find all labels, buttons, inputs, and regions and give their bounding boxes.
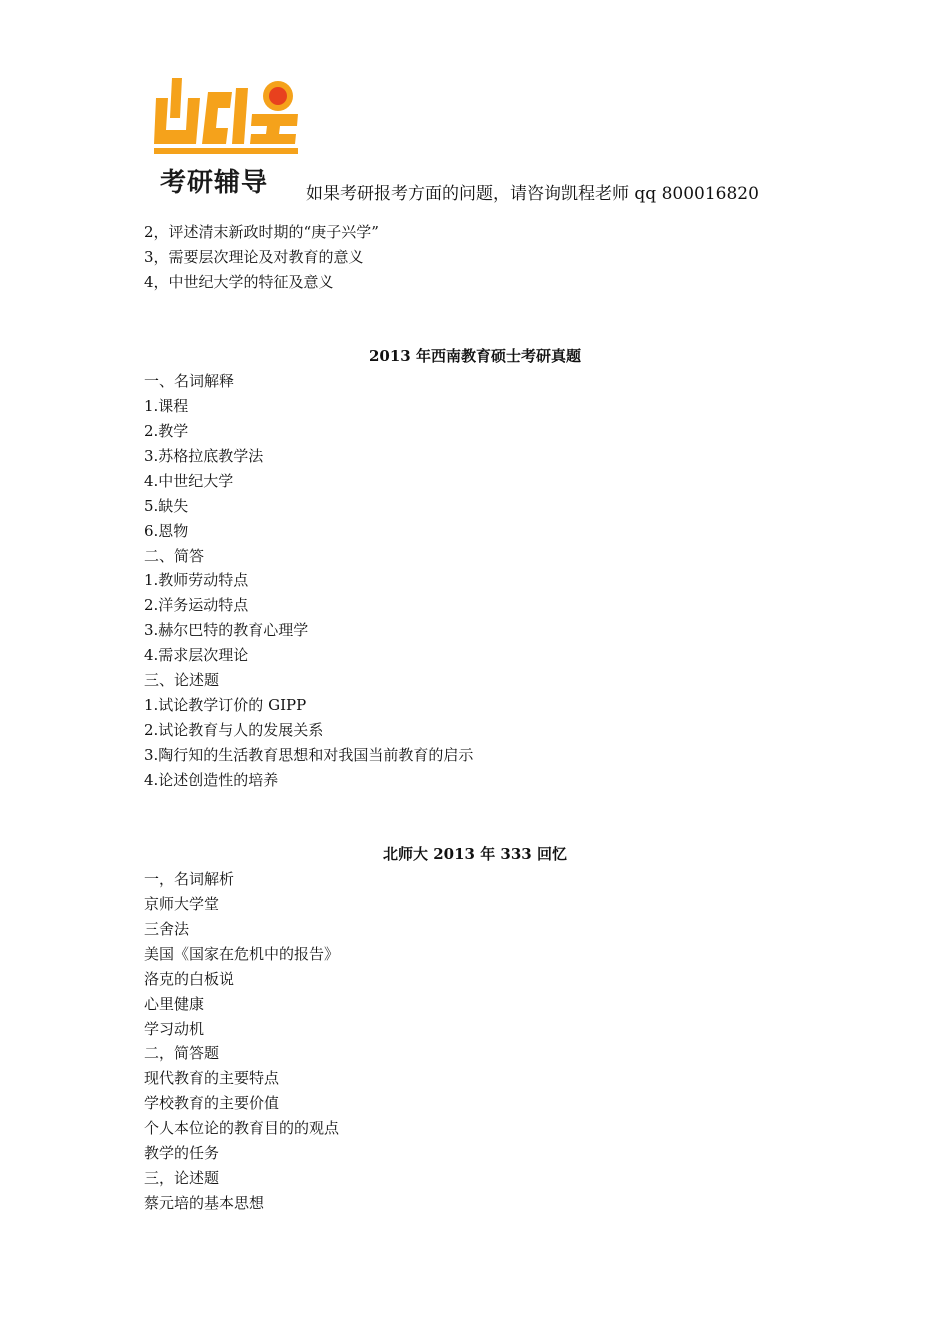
spacer xyxy=(144,793,824,843)
list-item: 2.洋务运动特点 xyxy=(144,596,249,615)
list-item: 4.中世纪大学 xyxy=(144,471,234,490)
list-item: 2.教学 xyxy=(144,422,189,441)
list-item: 3，需要层次理论及对教育的意义 xyxy=(144,247,364,266)
list-item: 1.教师劳动特点 xyxy=(144,571,249,590)
spacer xyxy=(144,295,824,345)
list-item: 三，论述题 xyxy=(144,1168,220,1187)
logo-text: 考研辅导 xyxy=(160,168,269,198)
section-title-southwest: 2013 年西南教育硕士考研真题 xyxy=(369,347,581,366)
list-item: 三、论述题 xyxy=(144,671,220,690)
list-item: 三舍法 xyxy=(144,919,190,938)
list-item: 教学的任务 xyxy=(144,1143,220,1162)
list-item: 3.陶行知的生活教育思想和对我国当前教育的启示 xyxy=(144,745,474,764)
logo-mark-icon xyxy=(152,78,300,164)
list-item: 1.课程 xyxy=(144,397,189,416)
list-item: 4.论述创造性的培养 xyxy=(144,770,279,789)
list-item: 二，简答题 xyxy=(144,1044,220,1063)
list-item: 2.试论教育与人的发展关系 xyxy=(144,720,324,739)
list-item: 2，评述清末新政时期的“庚子兴学” xyxy=(144,223,379,241)
list-item: 现代教育的主要特点 xyxy=(144,1069,280,1088)
list-item: 学校教育的主要价值 xyxy=(144,1094,280,1113)
list-item: 一、名词解释 xyxy=(144,372,235,391)
list-item: 美国《国家在危机中的报告》 xyxy=(144,944,340,963)
list-item: 洛克的白板说 xyxy=(144,969,235,988)
list-item: 二、简答 xyxy=(144,546,205,565)
list-item: 个人本位论的教育目的的观点 xyxy=(144,1119,340,1138)
list-item: 心里健康 xyxy=(144,994,205,1013)
list-item: 蔡元培的基本思想 xyxy=(144,1193,265,1212)
list-item: 6.恩物 xyxy=(144,521,189,540)
list-item: 4，中世纪大学的特征及意义 xyxy=(144,272,334,291)
kaicheng-logo xyxy=(150,78,300,196)
list-item: 3.赫尔巴特的教育心理学 xyxy=(144,621,309,640)
section-title-bnu: 北师大 2013 年 333 回忆 xyxy=(383,845,567,864)
contact-note: 如果考研报考方面的问题，请咨询凯程老师 qq 800016820 xyxy=(306,184,759,204)
list-item: 4.需求层次理论 xyxy=(144,646,249,665)
list-item: 1.试论教学订价的 GIPP xyxy=(144,695,307,714)
list-item: 京师大学堂 xyxy=(144,895,220,914)
list-item: 3.苏格拉底教学法 xyxy=(144,447,264,466)
list-item: 学习动机 xyxy=(144,1019,205,1038)
page-header xyxy=(150,78,850,203)
document-body xyxy=(144,220,824,1216)
list-item: 5.缺失 xyxy=(144,496,189,515)
list-item: 一，名词解析 xyxy=(144,870,235,889)
